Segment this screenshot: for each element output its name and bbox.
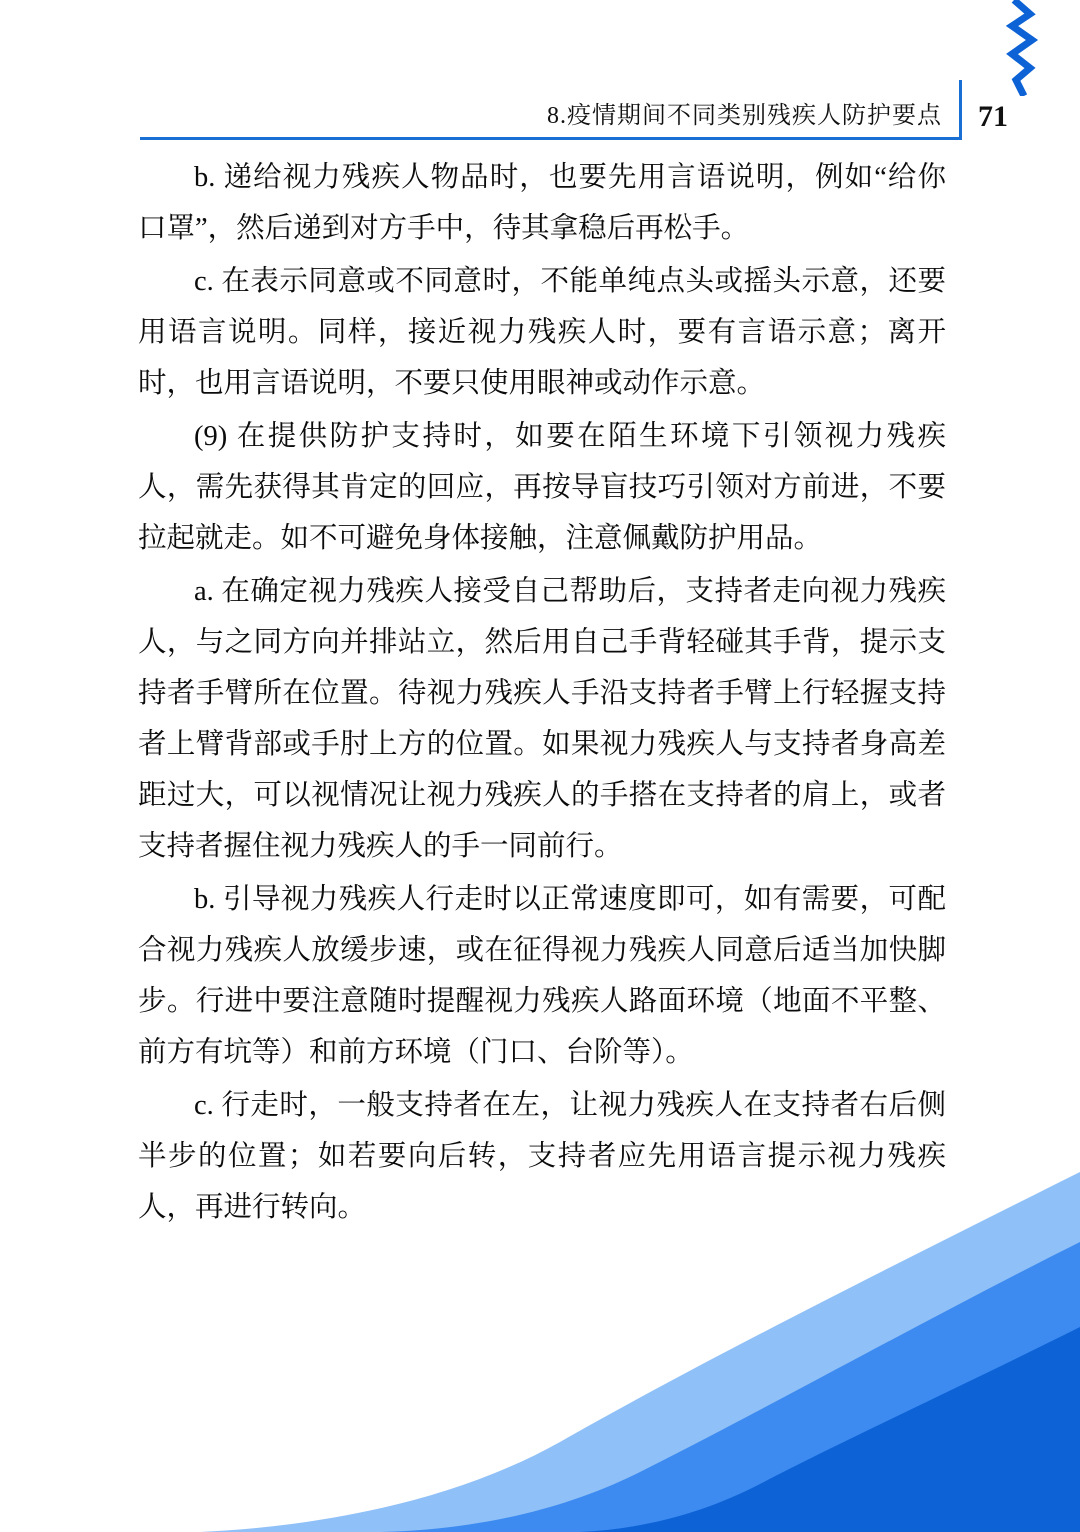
paragraph: b. 引导视力残疾人行走时以正常速度即可，如有需要，可配合视力残疾人放缓步速，或在征得视力残疾人同意后适当加快脚步。行进中要注意随时提醒视力残疾人路面环境（地面不平整、前方有坑等）和前方环境（门口、台阶等）。 <box>138 884 946 1068</box>
paragraph: a. 在确定视力残疾人接受自己帮助后，支持者走向视力残疾人，与之同方向并排站立，然后用自己手背轻碰其手背，提示支持者手臂所在位置。待视力残疾人手沿支持者手臂上行轻握支持者上臂背部或手肘上方的位置。如果视力残疾人与支持者身高差距过大，可以视情况让视力残疾人的手搭在支持者的肩上，或者支持者握住视力残疾人的手一同前行。 <box>138 576 946 862</box>
header-rule <box>140 137 962 140</box>
chapter-title: 8.疫情期间不同类别残疾人防护要点 <box>547 103 942 129</box>
running-header <box>140 86 1020 140</box>
paragraph: c. 行走时，一般支持者在左，让视力残疾人在支持者右后侧半步的位置；如若要向后转，支持者应先用语言提示视力残疾人，再进行转向。 <box>138 1090 946 1223</box>
page-body <box>138 152 946 1235</box>
paragraph: (9) 在提供防护支持时，如要在陌生环境下引领视力残疾人，需先获得其肯定的回应，再按导盲技巧引领对方前进，不要拉起就走。如不可避免身体接触，注意佩戴防护用品。 <box>138 421 946 554</box>
zigzag-decoration <box>972 0 1042 96</box>
paragraph: c. 在表示同意或不同意时，不能单纯点头或摇头示意，还要用语言说明。同样，接近视力残疾人时，要有言语示意；离开时，也用言语说明，不要只使用眼神或动作示意。 <box>138 266 946 399</box>
wave-decoration <box>0 1112 1080 1532</box>
header-vertical-rule <box>959 80 962 140</box>
paragraph: b. 递给视力残疾人物品时，也要先用言语说明，例如“给你口罩”，然后递到对方手中，待其拿稳后再松手。 <box>138 162 946 244</box>
page-number: 71 <box>978 100 1008 133</box>
